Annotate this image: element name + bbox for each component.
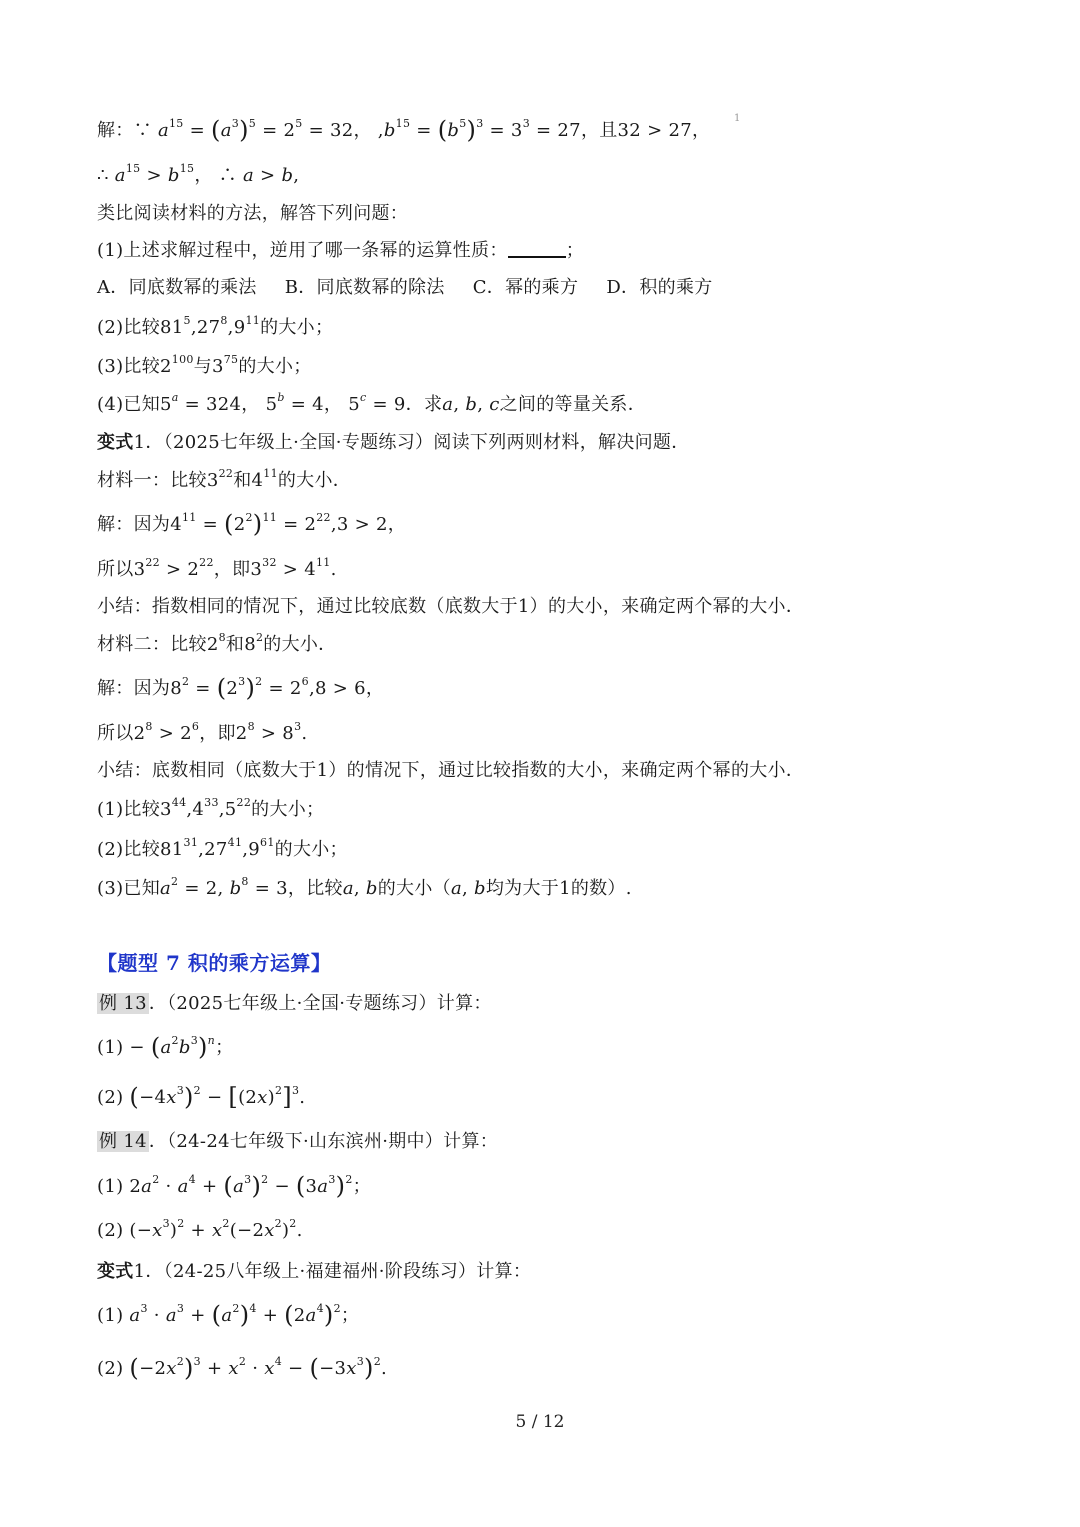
section-heading: 【题型 7 积的乘方运算】 — [97, 951, 332, 975]
option-d: D．积的乘方 — [606, 277, 713, 298]
example-14-part-1: (1) $2a^2 \cdot a^4 + (a^3)^2 - (3a^3)^2$； — [97, 1172, 371, 1200]
option-c: C．幂的乘方 — [472, 277, 579, 298]
question-1-options — [97, 275, 735, 301]
variant-question-2: (2)比较$81^{31},27^{41},9^{61}$的大小； — [97, 836, 348, 860]
example-13-part-1: $(1) - (a^2b^3)^n$； — [97, 1033, 234, 1061]
variant-2-part-1: (1) $a^3 \cdot a^3 + (a^2)^4 + (2a^4)^2$； — [97, 1301, 360, 1329]
summary-1: 小结：指数相同的情况下，通过比较底数（底数大于1）的大小，来确定两个幂的大小． — [97, 596, 805, 617]
question-4: (4)已知$5^a = 324$， $5^b = 4$， $5^c = 9$．求a, b, c之间的等量关系． — [97, 391, 647, 415]
instruction-line: 类比阅读材料的方法，解答下列问题： — [97, 203, 409, 224]
variant-1-header: 变式1．（2025七年级上·全国·专题练习）阅读下列两则材料，解决问题． — [97, 432, 690, 453]
question-2: (2)比较$81^5,27^8,9^{11}$的大小； — [97, 314, 334, 338]
variant-2-header: 变式1．（24-25八年级上·福建福州·阶段练习）计算： — [97, 1261, 532, 1282]
question-1: (1)上述求解过程中，逆用了哪一条幂的运算性质： ； — [97, 240, 585, 261]
summary-2: 小结：底数相同（底数大于1）的情况下，通过比较指数的大小，来确定两个幂的大小． — [97, 760, 805, 781]
material-1-conclusion: 所以$3^{22} > 2^{22}$，即$3^{32} > 4^{11}$. — [97, 556, 337, 580]
material-1-solution: 解：因为$4^{11} = (2^2)^{11} = 2^{22},3 > 2$， — [97, 510, 407, 538]
example-14-part-2: (2) $(-x^3)^2 + x^2(-2x^2)^2$. — [97, 1217, 303, 1241]
material-2-solution: 解：因为$8^2 = (2^3)^2 = 2^6,8 > 6$， — [97, 674, 385, 702]
material-1: 材料一：比较$3^{22}$和$4^{11}$的大小． — [97, 467, 352, 491]
variant-2-part-2: (2) $(-2x^2)^3 + x^2 \cdot x^4 - (-3x^3)^2$. — [97, 1354, 388, 1382]
variant-question-1: (1)比较$3^{44},4^{33},5^{22}$的大小； — [97, 796, 325, 820]
answer-blank[interactable] — [508, 240, 566, 258]
material-2: 材料二：比较$2^8$和$8^2$的大小． — [97, 631, 337, 655]
question-3: (3)比较$2^{100}$与$3^{75}$的大小； — [97, 353, 312, 377]
page-number: 5 / 12 — [515, 1412, 565, 1432]
variant-question-3: (3)已知$a^2 = 2$, $b^8 = 3$，比较a, b的大小（a, b均为大于1的数）. — [97, 875, 632, 899]
material-2-conclusion: 所以$2^8 > 2^6$，即$2^8 > 8^3$. — [97, 720, 308, 744]
option-a: A．同底数幂的乘法 — [97, 277, 257, 298]
option-b: B．同底数幂的除法 — [284, 277, 445, 298]
solution-line-2: ∴ $a^{15} > b^{15}$， ∴ a > b, — [97, 162, 300, 186]
example-13-header: 例 13 ．（2025七年级上·全国·专题练习）计算： — [99, 993, 492, 1014]
scan-mark: 1 — [734, 113, 741, 124]
example-13-part-2: (2) $(-4x^3)^2 - [(2x)^2]^3$. — [97, 1083, 306, 1111]
solution-line-1: 解：∵ $a^{15} = (a^3)^5 = 2^5 = 32$， $,b^{15} = (b^5)^3 = 3^3 = 27$，且32 > 27， — [97, 116, 711, 144]
example-14-header: 例 14 ．（24-24七年级下·山东滨州·期中）计算： — [99, 1131, 499, 1152]
